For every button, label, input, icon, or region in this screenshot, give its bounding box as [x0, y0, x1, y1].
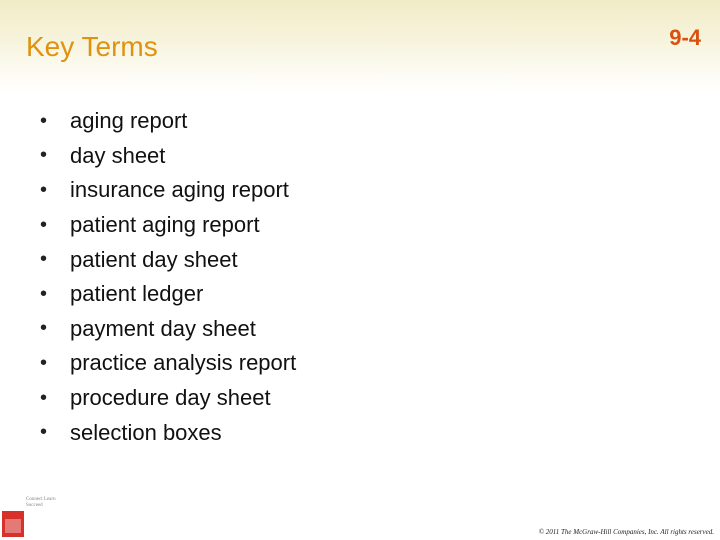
list-item	[40, 173, 296, 208]
term-text: insurance aging report	[70, 177, 289, 203]
list-item	[40, 381, 296, 416]
logo-mark-icon	[2, 511, 24, 537]
publisher-logo	[2, 497, 62, 539]
term-text: patient ledger	[70, 281, 204, 307]
term-text: procedure day sheet	[70, 385, 271, 411]
bullet-icon: •	[40, 386, 48, 409]
bullet-icon: •	[40, 213, 48, 236]
logo-tagline: Connect Learn Succeed	[26, 497, 56, 508]
bullet-icon: •	[40, 317, 48, 340]
bullet-icon: •	[40, 248, 48, 271]
term-text: patient aging report	[70, 212, 260, 238]
term-text: selection boxes	[70, 419, 222, 445]
list-item	[40, 277, 296, 312]
list-item	[40, 312, 296, 347]
list-item	[40, 242, 296, 277]
bullet-icon: •	[40, 282, 48, 305]
term-text: patient day sheet	[70, 246, 238, 272]
copyright-notice: © 2011 The McGraw-Hill Companies, Inc. All rights reserved.	[538, 528, 714, 536]
term-text: aging report	[70, 108, 188, 134]
term-text: day sheet	[70, 142, 166, 168]
term-text: practice analysis report	[70, 350, 297, 376]
key-terms-list	[40, 104, 296, 450]
list-item	[40, 139, 296, 174]
bullet-icon: •	[40, 144, 48, 167]
slide-number: 9-4	[669, 25, 701, 50]
list-item	[40, 104, 296, 139]
bullet-icon: •	[40, 109, 48, 132]
bullet-icon: •	[40, 351, 48, 374]
list-item	[40, 346, 296, 381]
bullet-icon: •	[40, 421, 48, 444]
term-text: payment day sheet	[70, 315, 256, 341]
list-item	[40, 415, 296, 450]
slide-title: Key Terms	[26, 31, 158, 62]
bullet-icon: •	[40, 178, 48, 201]
list-item	[40, 208, 296, 243]
